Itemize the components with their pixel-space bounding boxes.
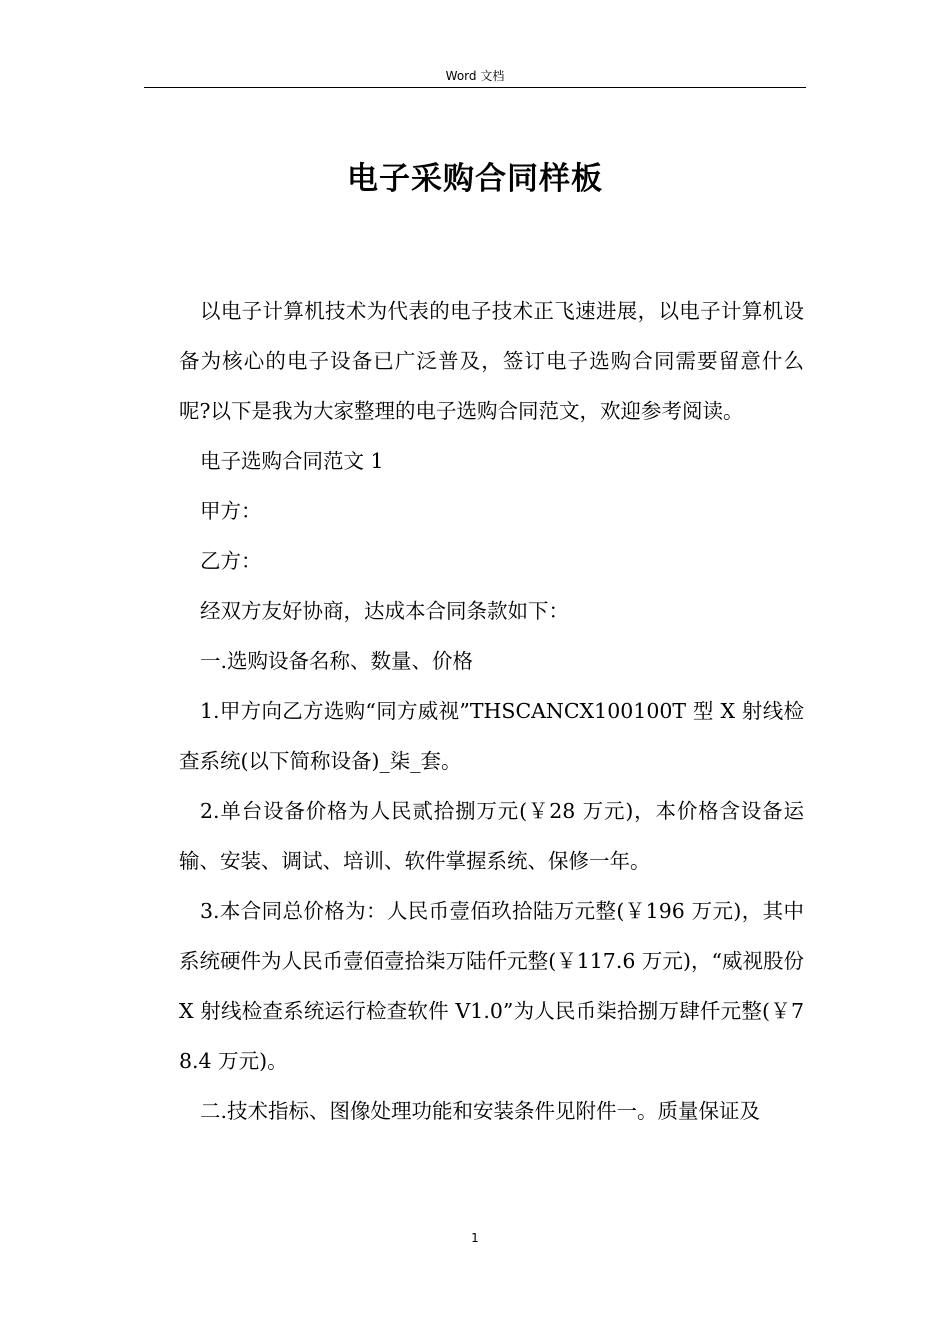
agreement-paragraph: 经双方友好协商，达成本合同条款如下： [200, 599, 569, 623]
clause-item-3: 3.本合同总价格为：人民币壹佰玖拾陆万元整(￥196 万元)，其中系统硬件为人民币壹佰壹拾柒万陆仟元整(￥117.6 万元)，“威视股份 X 射线检查系统运行检查软件 V1.0”为人民币柒拾捌万肆仟元整(￥78.4 万元)。 [179, 899, 804, 1073]
document-title: 电子采购合同样板 [347, 161, 603, 197]
clause-heading-1: 一.选购设备名称、数量、价格 [200, 649, 474, 673]
clause-item-1: 1.甲方向乙方选购“同方威视”THSCANCX100100T 型 X 射线检查系统(以下简称设备)_柒_套。 [179, 699, 804, 773]
document-body [179, 286, 804, 1136]
party-a-line: 甲方： [200, 499, 262, 523]
clause-heading-2: 二.技术指标、图像处理功能和安装条件见附件一。质量保证及 [200, 1099, 761, 1123]
header-divider [144, 87, 806, 88]
party-b-line: 乙方： [200, 549, 262, 573]
clause-item-2: 2.单台设备价格为人民贰拾捌万元(￥28 万元)，本价格含设备运输、安装、调试、培训、软件掌握系统、保修一年。 [179, 799, 804, 873]
section-heading: 电子选购合同范文 1 [200, 449, 384, 473]
page-header: Word 文档 [445, 69, 505, 83]
page-number: 1 [471, 1231, 479, 1245]
intro-paragraph: 以电子计算机技术为代表的电子技术正飞速进展，以电子计算机设备为核心的电子设备已广泛普及，签订电子选购合同需要留意什么呢?以下是我为大家整理的电子选购合同范文，欢迎参考阅读。 [179, 299, 804, 423]
